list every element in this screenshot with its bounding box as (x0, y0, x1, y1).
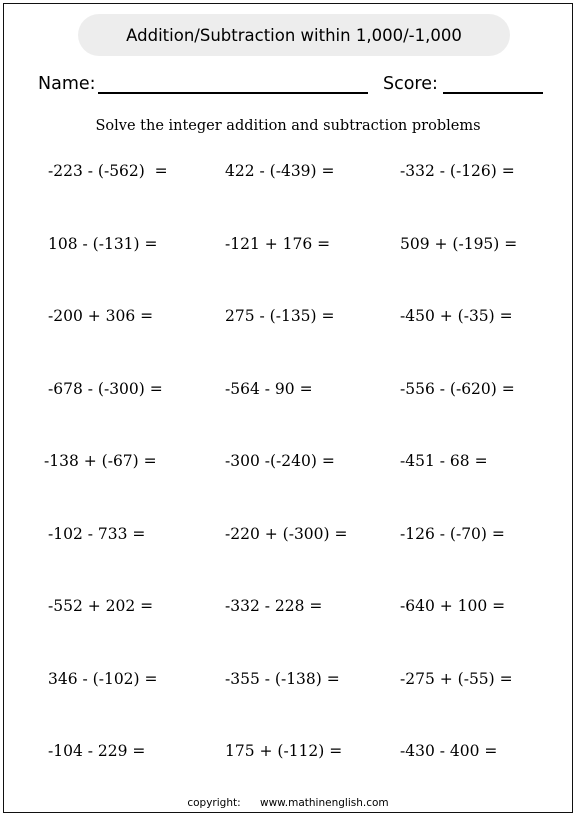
problem-r8-c1: 346 - (-102) = (48, 669, 158, 688)
name-line (98, 92, 368, 94)
problem-r6-c2: -220 + (-300) = (225, 524, 348, 543)
problem-r7-c2: -332 - 228 = (225, 597, 323, 615)
problem-r2-c3: 509 + (-195) = (400, 234, 518, 253)
worksheet-page (3, 3, 573, 813)
problem-r4-c3: -556 - (-620) = (400, 379, 515, 398)
score-line (443, 92, 543, 94)
name-score-row (38, 70, 544, 98)
footer-copyright: copyright: (187, 797, 241, 809)
problem-r5-c1: -138 + (-67) = (44, 452, 157, 470)
problem-r4-c2: -564 - 90 = (225, 379, 313, 398)
instructions: Solve the integer addition and subtraction problems (95, 118, 481, 134)
problem-r1-c3: -332 - (-126) = (400, 162, 515, 180)
problem-r3-c1: -200 + 306 = (48, 307, 154, 325)
problem-r6-c1: -102 - 733 = (48, 524, 146, 543)
problem-r4-c1: -678 - (-300) = (48, 379, 163, 398)
problem-r2-c2: -121 + 176 = (225, 234, 331, 253)
worksheet-title: Addition/Subtraction within 1,000/-1,000 (78, 14, 510, 56)
problem-r2-c1: 108 - (-131) = (48, 234, 158, 253)
problem-r9-c1: -104 - 229 = (48, 742, 146, 760)
problem-r3-c3: -450 + (-35) = (400, 307, 513, 325)
problem-r1-c1: -223 - (-562) = (48, 162, 168, 180)
problem-r7-c1: -552 + 202 = (48, 597, 154, 615)
problem-r9-c2: 175 + (-112) = (225, 742, 343, 760)
problem-r8-c3: -275 + (-55) = (400, 669, 513, 688)
problem-r8-c2: -355 - (-138) = (225, 669, 340, 688)
problem-r9-c3: -430 - 400 = (400, 742, 498, 760)
problem-r7-c3: -640 + 100 = (400, 597, 506, 615)
problem-r1-c2: 422 - (-439) = (225, 162, 335, 180)
score-label: Score: (383, 74, 438, 94)
footer (4, 797, 572, 809)
problem-r6-c3: -126 - (-70) = (400, 524, 505, 543)
name-label: Name: (38, 74, 96, 94)
problem-r5-c3: -451 - 68 = (400, 452, 488, 470)
footer-site: www.mathinenglish.com (259, 797, 389, 809)
problem-r5-c2: -300 -(-240) = (225, 452, 335, 470)
problem-r3-c2: 275 - (-135) = (225, 307, 335, 325)
